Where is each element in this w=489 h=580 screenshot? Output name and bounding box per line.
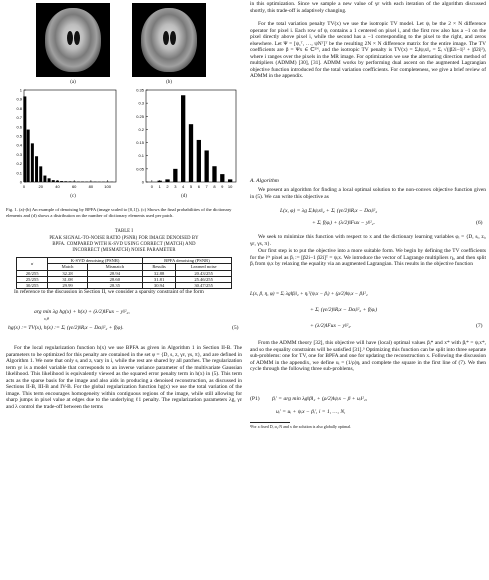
plot-c-bar: [35, 156, 38, 182]
equation-6-line-2: + Σᵢ f(φᵢ) + (λ/2)‖Fux − y‖²₂.: [312, 220, 376, 226]
plot-d-xtick: 10: [227, 184, 233, 189]
plot-d-xtick: 8: [213, 184, 216, 189]
plot-d-xtick: 9: [221, 184, 224, 189]
equation-7-line-1: L(x, β, η, φ) = Σᵢ λg‖βᵢ‖₂ + ηᵢᵀ(ψᵢx − βᵢ) + (ρ/2)‖ψᵢx − βᵢ‖²₂: [250, 291, 368, 297]
equation-6-line-1: L(x, φ) = λg Σᵢ‖ψᵢx‖₂ + Σᵢ (γε/2)‖Rᵢx − Dαᵢ‖²₂: [280, 208, 378, 214]
table-cell: 20/255: [17, 270, 48, 276]
plot-d-ytick: 0: [141, 179, 144, 185]
equation-7-line-3: + (λ/2)‖Fux − y‖²₂.: [310, 323, 352, 329]
plot-d-xtick: 4: [182, 184, 185, 189]
plot-d-bar: [212, 166, 216, 182]
table-title-line-2: BPFA. COMPARED WITH K-SVD USING CORRECT (MATCH) AND: [52, 242, 196, 247]
plot-d-xtick: 2: [166, 184, 169, 189]
sublabel-d: (d): [181, 194, 187, 199]
table-cell: 28.35: [87, 283, 142, 289]
plot-c-xtick: 100: [104, 184, 111, 189]
plot-c-xtick: 60: [71, 184, 77, 189]
plot-d-ytick: 0.05: [136, 166, 144, 172]
plot-c-ytick: 0.9: [16, 96, 22, 102]
equation-number-6: (6): [476, 220, 483, 226]
plot-d-xtick: 0: [150, 184, 153, 189]
table-cell: 30/255: [17, 283, 48, 289]
equation-argmin-subscript: x,θ: [44, 316, 49, 321]
table-label: TABLE I: [114, 229, 134, 234]
table-header-bpfa: BPFA denoising (PSNR): [142, 258, 231, 264]
right-paragraph-4: We seek to minimize this function with respect to x and the dictionary learning variables φᵢ = {D, sᵢ, zᵢ, γε, γs, π}.: [250, 234, 486, 247]
plot-d-xtick: 7: [205, 184, 208, 189]
table-header-sigma: σ: [17, 258, 48, 271]
plot-d-xtick: 3: [174, 184, 177, 189]
plot-c-ytick: 0.7: [16, 115, 22, 121]
plot-d-bar: [181, 95, 185, 182]
table-subheader: Match: [48, 264, 88, 270]
plot-c-bar: [48, 178, 51, 182]
plot-c-xtick: 0: [22, 184, 26, 189]
plot-c-ytick: 0.3: [16, 151, 22, 157]
table-title-line-3: INCORRECT (MISMATCH) NOISE PARAMETER: [72, 248, 176, 253]
brain-image-a: [36, 3, 110, 77]
sublabel-b: (b): [166, 80, 172, 85]
sublabel-a: (a): [70, 80, 76, 85]
footnote-rule: [250, 422, 290, 423]
table-cell: 28.60: [87, 276, 142, 282]
plot-c-ytick: 0.4: [16, 142, 22, 148]
equation-7-line-2: + Σᵢ (γε/2)‖Rᵢx − Dαᵢ‖²₂ + f(φᵢ): [310, 307, 378, 313]
plot-c-ytick: 0.2: [16, 161, 22, 167]
plot-c-bar: [60, 181, 63, 182]
table-subheader: Results: [142, 264, 175, 270]
plot-c-bar: [64, 181, 67, 182]
sublabel-c: (c): [70, 194, 76, 199]
plot-d-bar: [197, 140, 201, 182]
plot-c-ytick: 1: [19, 87, 22, 93]
equation-number-7: (7): [476, 323, 483, 329]
plot-c-bar: [52, 180, 55, 182]
right-paragraph-3: We present an algorithm for finding a local optimal solution to the non-convex objective function given in (5). We can write this objective as: [250, 187, 486, 200]
equation-definitions: hg(x) := TV(x), h(x) := Σᵢ (γε/2)‖Rᵢx − Dαᵢ‖²₂ + f(φ).: [8, 325, 124, 331]
table-cell: 30.47/255: [176, 283, 232, 289]
plot-d-ytick: 0.2: [138, 126, 144, 132]
right-paragraph-1: in this optimization. Since we sample a new value of γε with each iteration of the algorithm discussed shortly, this trade-off is adaptively changing.: [250, 1, 486, 14]
plot-c-bar: [69, 181, 72, 182]
plot-d-xtick: 5: [189, 184, 193, 189]
plot-d-ytick: 0.1: [138, 153, 144, 159]
plot-c-ytick: 0.8: [16, 105, 22, 111]
table-cell: 31.08: [48, 276, 88, 282]
plot-d-ytick: 0.3: [138, 100, 144, 106]
table-cell: 32.88: [142, 270, 175, 276]
plot-d-xtick: 1: [158, 184, 161, 189]
table-cell: 32.28: [48, 270, 88, 276]
plot-d-bar: [205, 150, 209, 182]
table-cell: 31.81: [142, 276, 175, 282]
plot-d: [128, 86, 240, 192]
plot-c-bar: [39, 166, 42, 182]
equation-number-5: (5): [232, 325, 239, 331]
equation-argmin: arg min λg hg(x) + h(x) + (λ/2)‖Fux − y‖²₂,: [34, 309, 130, 315]
brain-image-b: [132, 3, 206, 77]
footnote: ³For a fixed D, α₁:N and x the solution is also globally optimal.: [250, 424, 352, 429]
left-paragraph-1: In reference to the discussion in Section II, we consider a sparsity constraint of the form: [14, 289, 204, 295]
subproblem-p1-label: (P1): [250, 396, 260, 402]
subproblem-p1-equation-2: uᵢ′ = uᵢ + ψᵢx − βᵢ′, i = 1, …, N,: [276, 409, 346, 415]
plot-c-bar: [23, 96, 26, 182]
plot-c-bar: [43, 176, 46, 182]
plot-c-bar: [27, 130, 30, 182]
plot-c-ytick: 0.5: [16, 133, 22, 139]
section-heading-algorithm: A. Algorithm: [250, 178, 279, 184]
plot-c-ytick: 0: [19, 179, 22, 185]
right-paragraph-6: From the ADMM theory [32], this objective will have (local) optimal values βᵢ* and x* with βᵢ* = ψᵢx*, and so the equality constraints will be satisfied [31].³ Optimizing this function can be split into three separate sub-problems: one for TV, one for BPFA and one for updating the reconstruction x. Following the discussion of ADMM in the appendix, we define uᵢ = (1/ρ)ηᵢ and complete the square in the first line of (7). We then cycle through the following three sub-problems,: [250, 340, 486, 373]
right-paragraph-5: Our first step is to put the objective into a more suitable form. We begin by defining the TV coefficients for the iᵗʰ pixel as βᵢ := [β2i−1 β2i]ᵀ = ψᵢx. We introduce the vector of Lagrange multipliers ηᵢ, and then split βᵢ from ψᵢx by relaxing the equality via an augmented Lagrangian. This results in the objective function: [250, 248, 486, 268]
left-paragraph-2: For the local regularization function h(x) we use BPFA as given in Algorithm 1 in Section II-B. The parameters to be optimized for this penalty are contained in the set φ = {D, s, z, γε, γs, π}, and are defined in Algorithm 1. We note that only sᵢ and zᵢ vary in i, while the rest are shared by all patches. The regularization term γε is a model variable that corresponds to an inverse variance parameter of the multivariate Gaussian likelihood. This likelihood is equivalently viewed as the squared error penalty term in h(x) in (5). This term acts as the sparse basis for the image and also aids in producing a denoised reconstruction, as discussed in Sections II-B, III-B and IV-B. For the global regularization function hg(x) we use the total variation of the image. This term encourages homogeneity within contiguous regions of the image, while still allowing for sharp jumps in pixel value at edges due to the underlying ℓ1 penalty. The regularization parameters λg, γε and λ control the trade-off between the terms: [6, 345, 242, 410]
right-paragraph-2: For the total variation penalty TV(x) we use the isotropic TV model. Let ψᵢ be the 2 × N difference operator for pixel i. Each row of ψᵢ contains a 1 centered on pixel i, and the first row also has a −1 on the pixel directly above pixel i, while the second has a −1 corresponding to the pixel to the right, and zeros elsewhere. Let Ψ = [ψ₁ᵀ, …, ψNᵀ]ᵀ be the resulting 2N × N difference matrix for the entire image. The TV coefficients are β = Ψx ∈ ℂ²ᴺ, and the isotropic TV penalty is TV(x) = Σᵢ‖ψᵢx‖₂ = Σᵢ √(|β2i−1|² + |β2i|²), where i ranges over the pixels in the MR image. For optimization we use the alternating direction method of multipliers (ADMM) [30], [31]. ADMM works by performing dual ascent on the augmented Lagrangian objective function introduced for the total variation coefficients. For completeness, we give a brief review of ADMM in the appendix.: [250, 21, 486, 80]
plot-c-svg: [8, 86, 120, 192]
table-cell: 29.99: [48, 283, 88, 289]
plot-c-bar: [31, 143, 34, 182]
plot-c-ytick: 0.1: [16, 170, 22, 176]
plot-c-xtick: 20: [38, 184, 43, 189]
table-cell: 25/255: [17, 276, 48, 282]
table-subheader: Learned noise: [176, 264, 232, 270]
plot-d-ytick: 0.25: [136, 113, 144, 119]
plot-c: [8, 86, 120, 192]
plot-d-svg: [128, 86, 240, 192]
table-title-line-1: PEAK SIGNAL-TO-NOISE RATIO (PSNR) FOR IMAGE DENOISED BY: [49, 236, 199, 241]
plot-d-bar: [189, 124, 193, 182]
plot-c-xtick: 80: [88, 184, 94, 189]
plot-d-ytick: 0.35: [136, 87, 144, 93]
table-cell: 25.46/255: [176, 276, 232, 282]
results-table: [16, 257, 232, 289]
plot-c-ytick: 0.6: [16, 124, 22, 130]
figure-caption: Fig. 1. (a)-(b) An example of denoising by BPFA (image scaled to [0,1]). (c) Shows the final probabilities of the dictionary elements and (d) shows a distribution on the number of dictionary elements used per patch.: [6, 207, 232, 218]
table-subheader: Mismatch: [87, 264, 142, 270]
plot-c-xtick: 40: [55, 184, 60, 189]
subproblem-p1-equation: βᵢ′ = arg min λg‖β‖₂ + (ρ/2)‖ψᵢx − β + uᵢ‖²₂,: [272, 396, 368, 402]
table-header-ksvd: K-SVD denoising (PSNR): [48, 258, 143, 264]
table-cell: 28.94: [87, 270, 142, 276]
table-cell: 20.43/255: [176, 270, 232, 276]
plot-d-xtick: 6: [197, 184, 200, 189]
table-cell: 30.94: [142, 283, 175, 289]
plot-d-ytick: 0.15: [136, 140, 144, 146]
